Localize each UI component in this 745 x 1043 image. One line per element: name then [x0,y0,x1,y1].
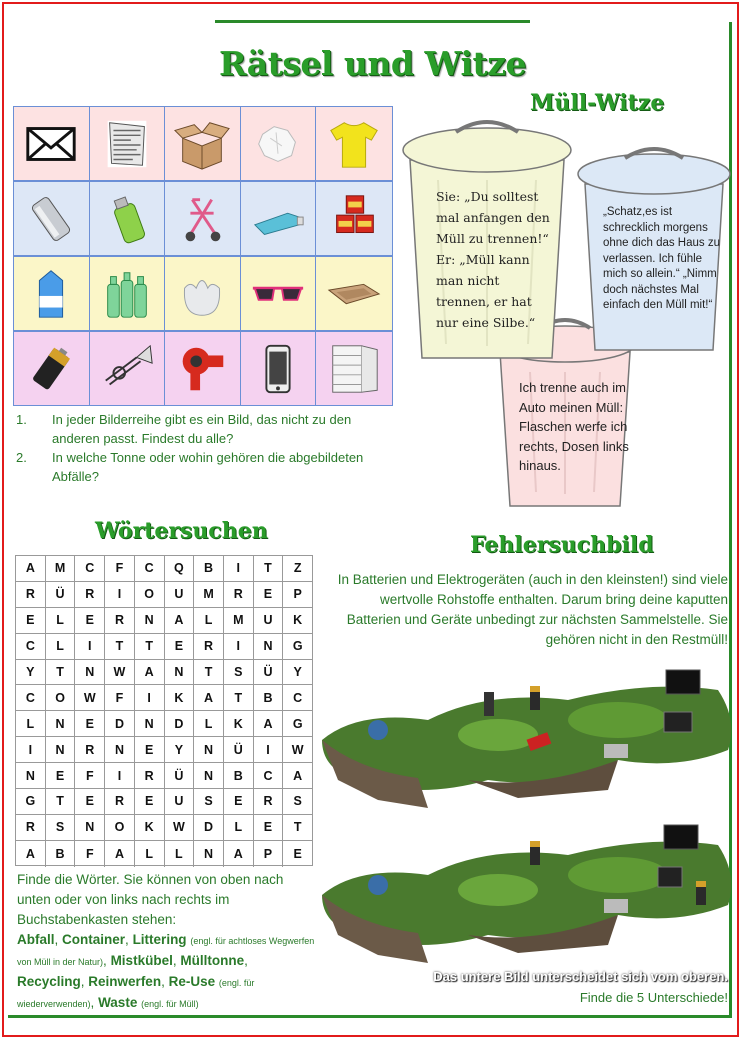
word-search-instructions: Finde die Wörter. Sie können von oben nach unten oder von links nach rechts im Buchstabenkasten stehen: [17,872,284,927]
word-search-letter: K [135,815,165,840]
word-search-letter: T [194,660,224,685]
word-list: Abfall, Container, Littering (engl. für achtloses Wegwerfen von Müll in der Natur), Mistkübel, Mülltonne, Recycling, Reinwerfen, Re-Use (engl. für wiederverwenden), Waste (engl. für Müll) [17,932,315,1010]
word-search-letter: A [16,841,46,867]
spray-can-icon [98,191,156,247]
word-search-letter: U [165,789,195,814]
word-search-letter: T [135,634,165,659]
cell-fridge [316,332,392,405]
word-search-letter: E [75,711,105,736]
word-search-letter: O [135,582,165,607]
picture-row-1 [13,106,393,181]
page-title: Rätsel und Witze [219,44,526,83]
word-search-letter: R [105,608,135,633]
question-2 [14,448,399,486]
word-search-row [16,608,312,634]
word-search-letter: Y [293,665,302,679]
word-search-row [16,660,312,686]
plastic-bag-icon [173,266,231,322]
tshirt-icon [325,116,383,172]
word-search-letter: R [135,763,165,788]
word-search-letter: N [75,660,105,685]
word-search-letter: E [135,789,165,814]
island-picture-top [318,660,738,810]
difference-hint: Das untere Bild unterscheidet sich vom oberen. [433,969,728,984]
plastic-bottles-icon [98,266,156,322]
top-rule [215,20,530,23]
cell-can [14,182,90,255]
word-search-letter: A [105,841,135,867]
joke-2-text: „Schatz,es ist schrecklich morgens ohne dich das Haus zu verlassen. Ich fühle mich so allein.“ „Nimm doch nächstes Mal einfach den Müll mit!“ [603,206,720,311]
word-search-letter: N [75,815,105,840]
question-1 [14,410,399,448]
picture-row-2 [13,181,393,256]
word-search-letter: N [194,763,224,788]
word-search-letter: C [75,556,105,581]
word-search-letter: W [105,660,135,685]
word-search-row [16,685,312,711]
word-search-letter: F [105,556,135,581]
word-search-letter: Ü [254,660,284,685]
word-search-letter: N [165,660,195,685]
word-item: Container [62,932,126,947]
word-search-letter: P [254,841,284,867]
word-search-letter: E [75,789,105,814]
word-note: (engl. für Müll) [141,999,199,1009]
word-search-letter: I [254,737,284,762]
word-search-letter: A [194,685,224,710]
word-search-letter: K [224,711,254,736]
word-search-letter: E [16,608,46,633]
word-search-letter: E [254,815,284,840]
cell-newspaper [90,107,166,180]
cell-tshirt [316,107,392,180]
word-search-letter: C [254,763,284,788]
word-item: Recycling [17,974,81,989]
word-search-letter: Y [165,737,195,762]
word-search-letter: K [293,613,303,628]
word-search-letter: A [135,660,165,685]
cell-sunglasses [241,257,317,330]
question-text: In welche Tonne oder wohin gehören die abgebildeten Abfälle? [52,450,364,484]
word-search-letter: L [224,815,254,840]
word-search-letter: A [293,768,303,783]
cardboard-box-icon [173,116,231,172]
word-search-letter: Z [293,561,302,576]
word-search-letter: T [224,685,254,710]
word-search-letter: I [16,737,46,762]
battery-icon [22,341,80,397]
word-search-letter: C [135,556,165,581]
word-search-letter: R [194,634,224,659]
word-search-letter: G [292,639,303,654]
word-search-letter: N [194,841,224,867]
word-item: Reinwerfen [88,974,162,989]
word-note: (engl. für achtloses Wegwerfen von Müll in der Natur) [17,936,315,967]
word-search-letter: D [105,711,135,736]
word-search-letter: K [165,685,195,710]
cell-tissue [241,107,317,180]
word-search-letter: A [254,711,284,736]
smartphone-icon [249,341,307,397]
word-item: Mülltonne [180,953,245,968]
word-search-row [16,556,312,582]
question-number: 1. [16,412,27,427]
cell-battery [14,332,90,405]
word-search-letter: N [46,711,76,736]
word-search-letter: I [105,763,135,788]
sunglasses-icon [249,266,307,322]
cell-tins [316,182,392,255]
word-item: Mistkübel [110,953,173,968]
word-search-letter: E [254,582,284,607]
word-search-letter: B [194,556,224,581]
cell-bag [165,257,241,330]
word-search-row [16,582,312,608]
word-search-letter: N [135,608,165,633]
word-search-letter: R [224,582,254,607]
word-item: Littering [132,932,187,947]
word-search-letter: A [16,556,46,581]
word-search-letter: T [105,634,135,659]
picture-grid [13,106,393,406]
word-search-row [16,763,312,789]
question-text: In jeder Bilderreihe gibt es ein Bild, das nicht zu den anderen passt. Findest du alle? [52,412,352,446]
word-search-letter: M [194,582,224,607]
cell-envelope [14,107,90,180]
word-search-letter: A [165,608,195,633]
word-search-letter: D [165,711,195,736]
paper-tray-icon [325,266,383,322]
word-search-letter: I [224,634,254,659]
cell-trumpet [90,332,166,405]
word-search-letter: D [194,815,224,840]
word-search-letter: T [46,660,76,685]
word-search-letter: W [165,815,195,840]
word-search-letter: U [165,582,195,607]
question-list [14,410,399,486]
word-search-row [16,711,312,737]
spot-difference-title: Fehlersuchbild [470,532,654,558]
word-search-letter: R [105,789,135,814]
joke-3-text: Ich trenne auch im Auto meinen Müll: Flaschen werfe ich rechts, Dosen links hinaus. [519,380,629,473]
word-search-row [16,634,312,660]
word-search-letter: T [46,789,76,814]
word-search-letter: R [254,789,284,814]
word-search-row [16,789,312,815]
word-search-letter: Ü [46,582,76,607]
word-search-letter: L [194,608,224,633]
word-search-letter: G [292,716,303,731]
word-search-letter: T [293,820,302,835]
island-picture-bottom [318,815,738,965]
word-search-letter: U [254,608,284,633]
word-search-letter: R [16,582,46,607]
word-search-letter: P [293,587,302,602]
word-search-letter: A [224,841,254,867]
envelope-icon [22,116,80,172]
word-search-letter: B [254,685,284,710]
word-search-letter: E [293,846,302,861]
word-search-letter: F [75,763,105,788]
cell-hairdryer [165,332,241,405]
word-search-letter: I [135,685,165,710]
word-search-letter: M [46,556,76,581]
word-search-letter: Y [16,660,46,685]
joke-1-text: Sie: „Du solltest mal anfangen den Müll zu trennen!“ Er: „Müll kann man nicht trennen, er hat nur eine Silbe.“ [436,189,550,330]
word-search-letter: W [75,685,105,710]
cell-toothpaste [241,182,317,255]
word-search-letter: B [46,841,76,867]
cell-tray [316,257,392,330]
word-search-letter: G [16,789,46,814]
word-search-letter: N [46,737,76,762]
word-search-letter: N [194,737,224,762]
word-search-title: Wörtersuchen [95,518,268,544]
word-search-letter: M [224,608,254,633]
cell-spray [90,182,166,255]
word-search-letter: R [75,582,105,607]
word-item: Abfall [17,932,55,947]
newspaper-icon [98,116,156,172]
trumpet-icon [98,341,156,397]
paper-tissue-icon [249,116,307,172]
word-search-letter: I [105,582,135,607]
word-search-letter: S [293,794,302,809]
word-search-letter: L [46,634,76,659]
word-item: Re-Use [168,974,216,989]
word-search-letter: I [75,634,105,659]
toothpaste-tube-icon [249,191,307,247]
cell-bottles [90,257,166,330]
word-search-row [16,841,312,867]
word-search-row [16,737,312,763]
word-search-letter: Ü [165,763,195,788]
word-search-letter: R [75,737,105,762]
cell-smartphone [241,332,317,405]
word-search-letter: C [16,685,46,710]
word-search-letter: O [46,685,76,710]
cell-stroller [165,182,241,255]
word-search-letter: I [224,556,254,581]
hairdryer-icon [173,341,231,397]
word-search-letter: L [165,841,195,867]
word-search-letter: B [224,763,254,788]
cell-box [165,107,241,180]
word-search-letter: C [16,634,46,659]
word-search-letter: N [105,737,135,762]
toy-stroller-icon [173,191,231,247]
question-number: 2. [16,450,27,465]
difference-instruction: Finde die 5 Unterschiede! [579,990,728,1005]
word-search-letter: F [75,841,105,867]
word-search-letter: N [254,634,284,659]
aluminium-can-icon [22,191,80,247]
word-search-letter: S [46,815,76,840]
word-search-letter: E [224,789,254,814]
picture-row-4 [13,331,393,406]
jokes-title: Müll-Witze [530,90,665,116]
word-search-letter: N [16,763,46,788]
word-search-letter: L [194,711,224,736]
word-search-letter: L [135,841,165,867]
word-search-letter: T [254,556,284,581]
word-note: (engl. für wiederverwenden) [17,978,255,1009]
cell-milk [14,257,90,330]
tin-cans-icon [325,191,383,247]
milk-carton-icon [22,266,80,322]
word-search-letter: W [291,742,304,757]
word-search-letter: E [135,737,165,762]
word-search-letter: E [165,634,195,659]
word-search-letter: L [16,711,46,736]
word-search-letter: E [75,608,105,633]
word-search-letter: N [135,711,165,736]
word-search-letter: Q [165,556,195,581]
word-search-row [16,815,312,841]
word-search-letter: C [293,690,303,705]
spot-difference-text: In Batterien und Elektrogeräten (auch in den kleinsten!) sind viele wertvolle Rohstoffe enthalten. Darum bring deine kaputten Batterien und Geräte unbedingt zur nächsten Sammelstelle. Sie gehören nicht in den Restmüll! [337,572,728,647]
word-search-letter: Ü [224,737,254,762]
word-search-letter: L [46,608,76,633]
picture-row-3 [13,256,393,331]
word-search-letter: S [194,789,224,814]
word-search-letter: O [105,815,135,840]
word-search-grid [15,555,313,866]
word-search-letter: F [105,685,135,710]
fridge-icon [325,341,383,397]
word-item: Waste [98,995,138,1010]
word-search-letter: R [16,815,46,840]
word-search-letter: E [46,763,76,788]
word-search-letter: S [224,660,254,685]
